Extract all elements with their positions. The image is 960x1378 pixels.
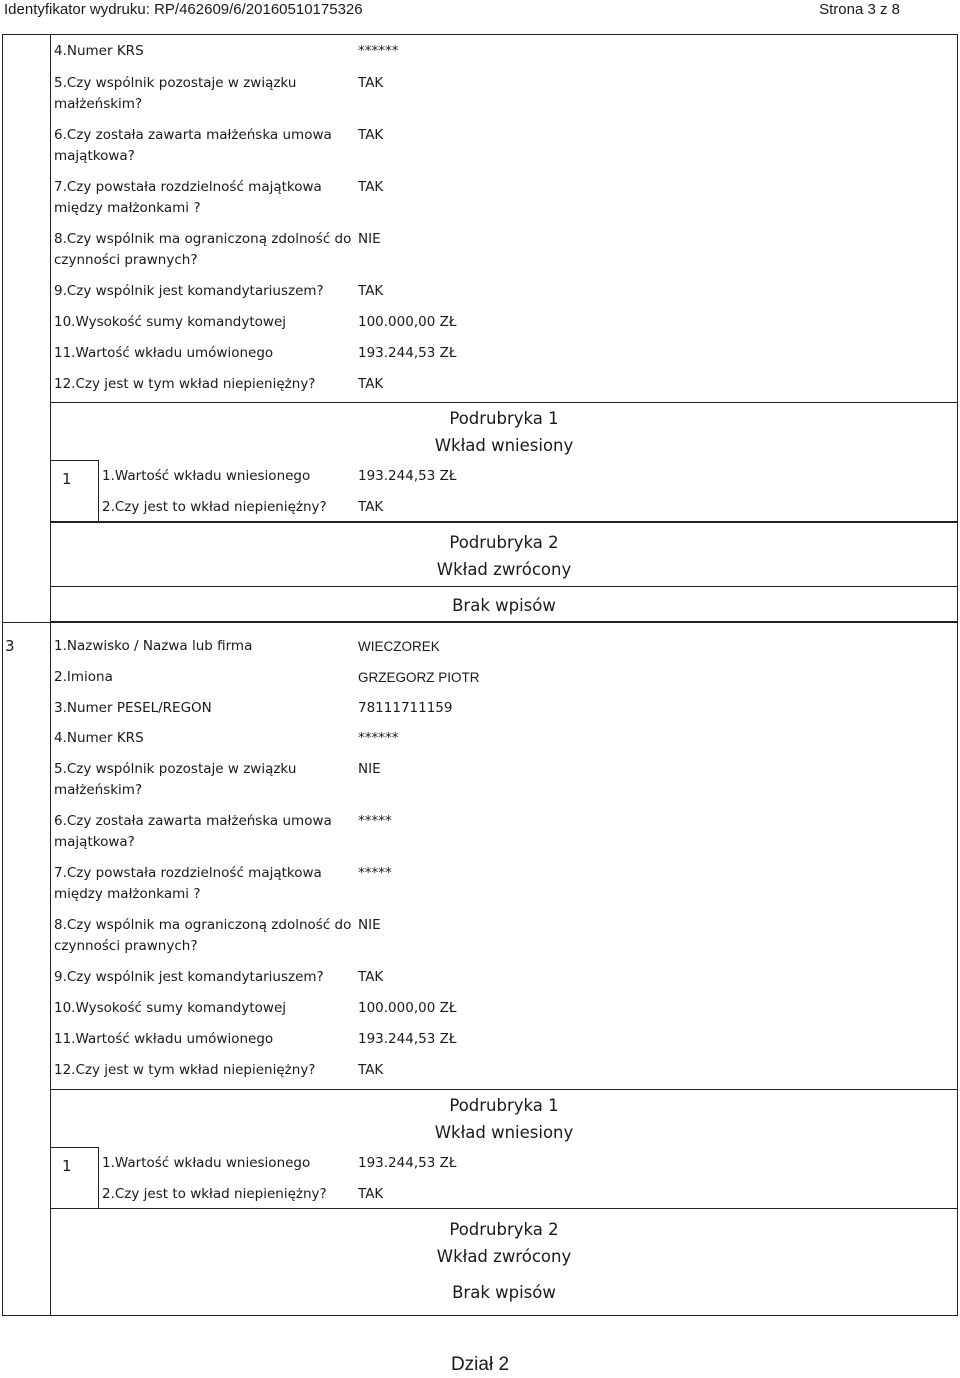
field-label-cont: między małżonkami ? [54, 200, 201, 216]
field-value: 100.000,00 ZŁ [358, 1000, 457, 1016]
field-value: TAK [358, 1062, 384, 1078]
field-label-cont: małżeńskim? [54, 96, 143, 112]
field-label: 1.Wartość wkładu wniesionego [102, 1155, 311, 1171]
partner-number: 3 [5, 637, 15, 655]
subsection-title: Podrubryka 1 [449, 1096, 559, 1115]
column-divider [98, 460, 99, 522]
subsection-subtitle: Wkład wniesiony [434, 436, 574, 455]
field-label-cont: majątkowa? [54, 148, 135, 164]
field-label: 2.Czy jest to wkład niepieniężny? [102, 499, 327, 515]
section-footer-title: Dział 2 [450, 1354, 510, 1375]
field-value: 193.244,53 ZŁ [358, 468, 457, 484]
subsection-title: Podrubryka 2 [449, 533, 559, 552]
field-value: GRZEGORZ PIOTR [358, 670, 480, 685]
subsection-subtitle: Wkład zwrócony [436, 560, 572, 579]
field-label: 1.Nazwisko / Nazwa lub firma [54, 638, 253, 654]
field-label: 11.Wartość wkładu umówionego [54, 1031, 274, 1047]
field-value: ****** [358, 730, 399, 746]
field-label-cont: między małżonkami ? [54, 886, 201, 902]
field-label: 3.Numer PESEL/REGON [54, 700, 212, 716]
field-value: TAK [358, 499, 384, 515]
field-label: 9.Czy wspólnik jest komandytariuszem? [54, 283, 324, 299]
field-label: 4.Numer KRS [54, 730, 144, 746]
empty-notice: Brak wpisów [452, 596, 556, 615]
field-value: TAK [358, 179, 384, 195]
field-value: TAK [358, 127, 384, 143]
field-label: 5.Czy wspólnik pozostaje w związku [54, 75, 297, 91]
row-divider [50, 460, 98, 461]
field-label: 10.Wysokość sumy komandytowej [54, 1000, 287, 1016]
field-label: 8.Czy wspólnik ma ograniczoną zdolność do [54, 231, 352, 247]
field-label: 2.Imiona [54, 669, 113, 685]
field-label: 2.Czy jest to wkład niepieniężny? [102, 1186, 327, 1202]
field-value: 100.000,00 ZŁ [358, 314, 457, 330]
field-label: 6.Czy została zawarta małżeńska umowa [54, 813, 332, 829]
entry-number: 1 [62, 1157, 72, 1175]
field-label-cont: czynności prawnych? [54, 938, 198, 954]
row-divider [50, 1147, 98, 1148]
field-value: 193.244,53 ZŁ [358, 1155, 457, 1171]
field-value: ***** [358, 865, 392, 881]
field-label: 4.Numer KRS [54, 43, 144, 59]
field-label: 12.Czy jest w tym wkład niepieniężny? [54, 376, 316, 392]
field-label: 12.Czy jest w tym wkład niepieniężny? [54, 1062, 316, 1078]
field-label: 1.Wartość wkładu wniesionego [102, 468, 311, 484]
field-value: ***** [358, 813, 392, 829]
subsection-title: Podrubryka 1 [449, 409, 559, 428]
field-label: 7.Czy powstała rozdzielność majątkowa [54, 865, 322, 881]
field-value: 78111711159 [358, 700, 453, 716]
subsection-subtitle: Wkład wniesiony [434, 1123, 574, 1142]
field-value: NIE [358, 231, 381, 247]
subsection-title: Podrubryka 2 [449, 1220, 559, 1239]
field-value: 193.244,53 ZŁ [358, 345, 457, 361]
entry-number: 1 [62, 470, 72, 488]
field-label-cont: czynności prawnych? [54, 252, 198, 268]
field-value: ****** [358, 43, 399, 59]
print-identifier: Identyfikator wydruku: RP/462609/6/20160510175326 [4, 1, 363, 18]
field-value: TAK [358, 1186, 384, 1202]
row-divider [50, 586, 958, 587]
field-label: 10.Wysokość sumy komandytowej [54, 314, 287, 330]
field-value: TAK [358, 376, 384, 392]
field-label: 6.Czy została zawarta małżeńska umowa [54, 127, 332, 143]
field-label-cont: małżeńskim? [54, 782, 143, 798]
field-value: 193.244,53 ZŁ [358, 1031, 457, 1047]
field-label: 9.Czy wspólnik jest komandytariuszem? [54, 969, 324, 985]
column-divider [50, 622, 51, 1316]
field-value: NIE [358, 761, 381, 777]
field-label: 7.Czy powstała rozdzielność majątkowa [54, 179, 322, 195]
field-label: 11.Wartość wkładu umówionego [54, 345, 274, 361]
field-value: TAK [358, 283, 384, 299]
page-number: Strona 3 z 8 [819, 1, 900, 18]
field-value: WIECZOREK [358, 639, 440, 654]
subsection-subtitle: Wkład zwrócony [436, 1247, 572, 1266]
field-label: 8.Czy wspólnik ma ograniczoną zdolność do [54, 917, 352, 933]
field-value: TAK [358, 75, 384, 91]
field-value: NIE [358, 917, 381, 933]
empty-notice: Brak wpisów [452, 1283, 556, 1302]
section-divider [2, 622, 958, 623]
field-value: TAK [358, 969, 384, 985]
field-label-cont: majątkowa? [54, 834, 135, 850]
column-divider [98, 1147, 99, 1209]
field-label: 5.Czy wspólnik pozostaje w związku [54, 761, 297, 777]
